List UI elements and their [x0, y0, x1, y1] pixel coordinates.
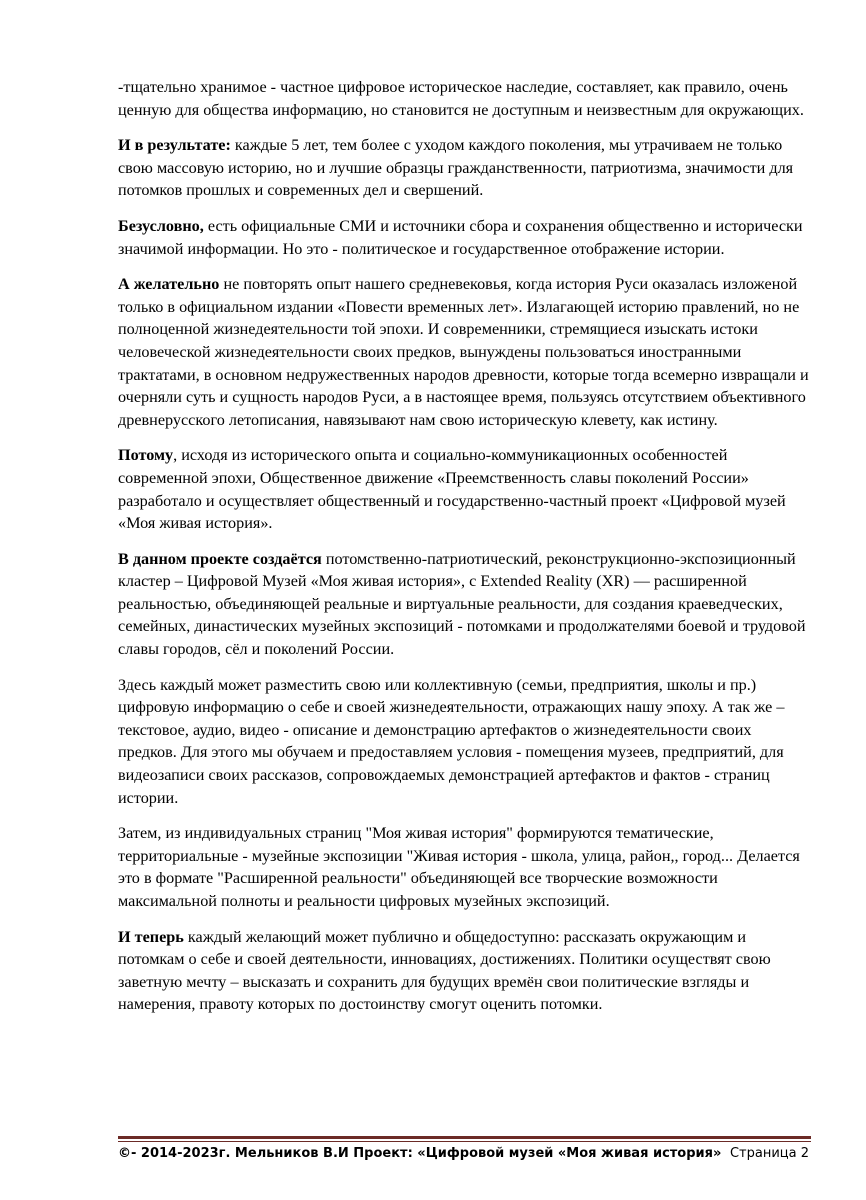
paragraph-3: [118, 215, 813, 260]
paragraph-lead: В данном проекте создаётся: [118, 549, 322, 568]
paragraph-lead: Безусловно,: [118, 216, 204, 235]
paragraph-text: -тщательно хранимое - частное цифровое историческое наследие, составляет, как правило, очень ценную для общества информацию, но становится не доступным и неизвестным для окружающих.: [118, 78, 804, 119]
footer-divider-thin: [118, 1141, 811, 1142]
paragraph-lead: Потому: [118, 446, 174, 465]
paragraph-text: каждый желающий может публично и общедоступно: рассказать окружающим и потомкам о себе и своей деятельности, инновациях, достижениях. Политики осуществят свою заветную мечту – высказать и сохранить для будущих времён свои политические взгляды и намерения, правоту которых по достоинству смогут оценить потомки.: [118, 927, 771, 1014]
paragraph-text: не повторять опыт нашего средневековья, когда история Руси оказалась изложеной только в официальном издании «Повести временных лет». Излагающей историю правлений, но не полноценной жизнедеятельности той эпохи. И современники, стремящиеся изыскать истоки человеческой жизнедеятельности своих предков, вынуждены пользоваться иностранными трактатами, в основном недружественных народов древности, которые тогда всемерно извращали и очерняли суть и сущность народов Руси, а в настоящее время, пользуясь отсутствием объективного древнерусского летописания, навязывают нам свою историческую клевету, как истину.: [118, 275, 809, 429]
paragraph-text: Здесь каждый может разместить свою или коллективную (семьи, предприятия, школы и пр.) цифровую информацию о себе и своей жизнедеятельности, отражающих нашу эпоху. А так же – текстовое, аудио, видео - описание и демонстрацию артефактов о жизнедеятельности своих предков. Для этого мы обучаем и предоставляем условия - помещения музеев, предприятий, для видеозаписи своих рассказов, сопровождаемых демонстрацией артефактов и фактов - страниц истории.: [118, 675, 785, 807]
paragraph-2: [118, 134, 813, 202]
paragraph-5: [118, 444, 813, 534]
document-body: [118, 76, 813, 1029]
footer-copyright: ©- 2014-2023г. Мельников В.И Проект: «Цифровой музей «Моя живая история»: [118, 1146, 722, 1161]
page-footer: [118, 1144, 813, 1164]
paragraph-text: есть официальные СМИ и источники сбора и сохранения общественно и исторически значимой информации. Но это - политическое и государственное отображение истории.: [118, 216, 803, 258]
paragraph-9: [118, 926, 813, 1016]
paragraph-1: [118, 76, 813, 121]
paragraph-7: [118, 674, 813, 810]
paragraph-4: [118, 273, 813, 431]
paragraph-text: Затем, из индивидуальных страниц "Моя живая история" формируются тематические, территориальные - музейные экспозиции "Живая история - школа, улица, район,, город... Делается это в формате "Расширенной реальности" объединяющей все творческие возможности максимальной полноты и реальности цифровых музейных экспозиций.: [118, 824, 800, 910]
paragraph-6: [118, 548, 813, 661]
paragraph-lead: И теперь: [118, 927, 184, 946]
paragraph-lead: И в результате:: [118, 136, 231, 155]
paragraph-lead: А желательно: [118, 275, 220, 294]
paragraph-text: , исходя из исторического опыта и социально-коммуникационных особенностей современной эпохи, Общественное движение «Преемственность славы поколений России» разработало и осуществляет общественный и государственно-частный проект «Цифровой музей «Моя живая история».: [118, 446, 786, 533]
footer-divider-thick: [118, 1136, 811, 1139]
paragraph-text: потомственно-патриотический, реконструкционно-экспозиционный кластер – Цифровой Музей «Моя живая история», с Extended Reality (XR) — расширенной реальностью, объединяющей реальные и виртуальные реальности, для создания краеведческих, семейных, династических музейных экспозиций - потомками и продолжателями боевой и трудовой славы городов, сёл и поколений России.: [118, 549, 806, 659]
paragraph-text: каждые 5 лет, тем более с уходом каждого поколения, мы утрачиваем не только свою массовую историю, но и лучшие образцы гражданственности, патриотизма, значимости для потомков прошлых и современных дел и свершений.: [118, 136, 794, 200]
page-number: Страница 2: [729, 1146, 809, 1161]
paragraph-8: [118, 822, 813, 912]
